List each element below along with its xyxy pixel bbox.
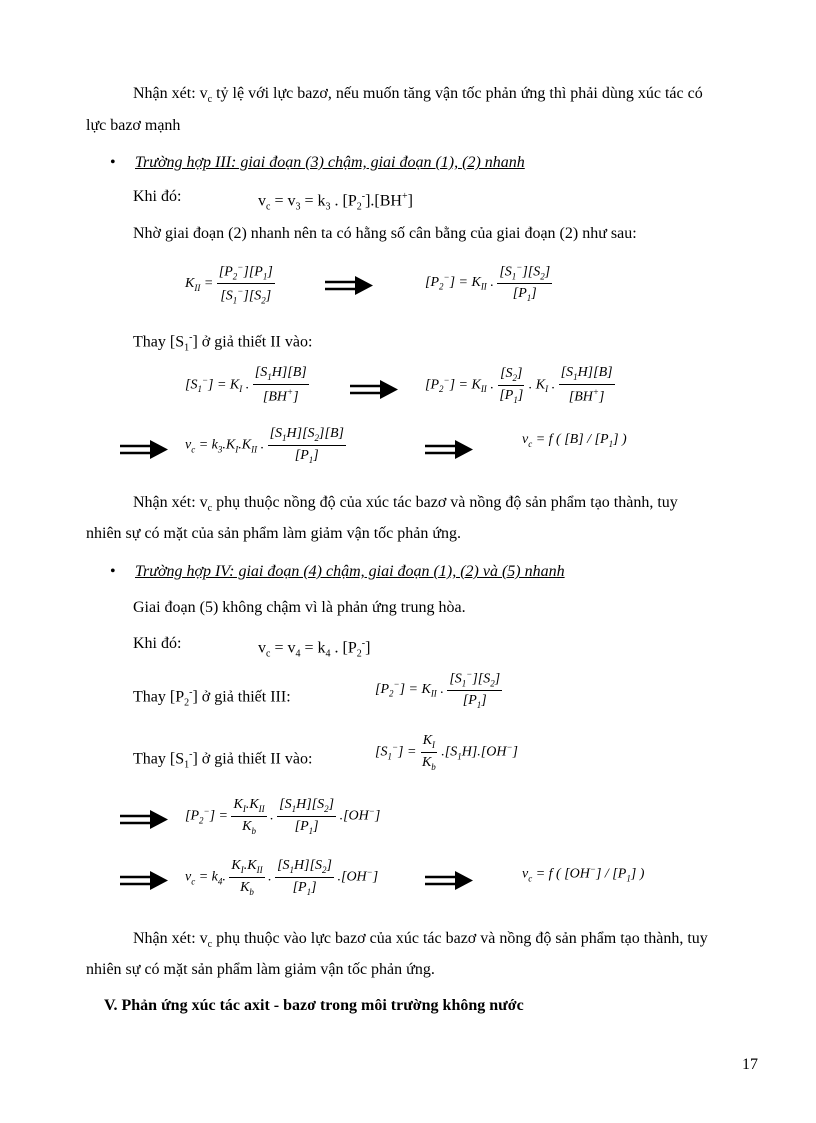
page-number: 17 bbox=[742, 1056, 758, 1073]
equation-s1-case4: $[S_1^-]$ = $\frac{K_I}{K_b}$ $.[S_1H].[OH^-]$ bbox=[375, 733, 518, 772]
bullet-icon: • bbox=[110, 563, 116, 580]
section-heading: V. Phản ứng xúc tác axit - bazơ trong môi trường không nước bbox=[104, 997, 524, 1014]
equation-s1: $[S_1^-] = K_I$ . $\frac{[S_1H][B]}{[BH^+]}$ bbox=[185, 365, 307, 405]
rate-equation: $v_c = v_4 = k_4$ . $[P_2^-]$ bbox=[258, 638, 371, 660]
when-label: Khi đó: bbox=[133, 635, 182, 652]
stage5-text: Giai đoạn (5) không chậm vì là phản ứng trung hòa. bbox=[133, 599, 466, 616]
equation-vc-func: $v_c = f$ ( $[B] / [P_1]$ ) bbox=[522, 432, 627, 449]
comment-text: Nhận xét: $v_c$ phụ thuộc vào lực bazơ của xúc tác bazơ và nồng độ sản phẩm tạo thành, tuy bbox=[133, 930, 708, 951]
arrow-icon bbox=[350, 380, 400, 400]
arrow-icon bbox=[425, 871, 475, 891]
equilibrium-text: Nhờ giai đoạn (2) nhanh nên ta có hằng số cân bằng của giai đoạn (2) như sau: bbox=[133, 225, 637, 242]
equation-kii: $K_{II}$ = $\frac{[P_2^-][P_1]}{[S_1^-][S_2]}$ bbox=[185, 262, 273, 306]
rate-equation: $v_c = v_3 = k_3$ . $[P_2^-].[BH^+]$ bbox=[258, 191, 413, 213]
equation-vc-func-case4: $v_c = f$ ( $[OH^-] / [P_1]$ ) bbox=[522, 864, 645, 884]
bullet-icon: • bbox=[110, 154, 116, 171]
arrow-icon bbox=[120, 810, 170, 830]
arrow-icon bbox=[120, 871, 170, 891]
substitute-text: Thay $[S_1^-]$ ở giả thiết II vào: bbox=[133, 332, 313, 354]
equation-p2-case4: $[P_2^-] = K_{II}$ . $\frac{[S_1^-][S_2]}{[P_1]}$ bbox=[375, 669, 501, 711]
equation-vc-case4: $v_c = k_4$. $\frac{K_I.K_{II}}{K_b}$ . $\frac{[S_1H][S_2]}{[P_1]}$ .[OH−] bbox=[185, 858, 379, 897]
equation-p2-sub: $[P_2^-] = K_{II}$ . $\frac{[S_2]}{[P_1]}$ . $K_I$ . $\frac{[S_1H][B]}{[BH^+]}$ bbox=[425, 365, 613, 405]
comment-text: Nhận xét: $v_c$ phụ thuộc nồng độ của xúc tác bazơ và nồng độ sản phẩm tạo thành, tuy bbox=[133, 494, 678, 515]
equation-vc: $v_c = k_3.K_I.K_{II}$ . $\frac{[S_1H][S_2][B]}{[P_1]}$ bbox=[185, 426, 344, 465]
arrow-icon bbox=[425, 440, 475, 460]
comment-text-cont: nhiên sự có mặt sản phẩm làm giảm vận tốc phản ứng. bbox=[86, 961, 435, 978]
case3-title: Trường hợp III: giai đoạn (3) chậm, giai đoạn (1), (2) nhanh bbox=[135, 154, 525, 171]
comment-text: Nhận xét: $v_c$ tỷ lệ với lực bazơ, nếu muốn tăng vận tốc phản ứng thì phải dùng xúc tác có bbox=[133, 85, 703, 106]
substitute-s1-text: Thay $[S_1^-]$ ở giả thiết II vào: bbox=[133, 749, 313, 771]
when-label: Khi đó: bbox=[133, 188, 182, 205]
equation-p2: $[P_2^-] = K_{II}$ . $\frac{[S_1^-][S_2]}{[P_1]}$ bbox=[425, 262, 551, 304]
case4-title: Trường hợp IV: giai đoạn (4) chậm, giai đoạn (1), (2) và (5) nhanh bbox=[135, 563, 565, 580]
comment-text-cont: nhiên sự có mặt của sản phẩm làm giảm vận tốc phản ứng. bbox=[86, 525, 462, 542]
substitute-p2-text: Thay $[P_2^-]$ ở giả thiết III: bbox=[133, 687, 291, 709]
arrow-icon bbox=[120, 440, 170, 460]
equation-p2-final: $[P_2^-]$ = $\frac{K_I.K_{II}}{K_b}$ . $\frac{[S_1H][S_2]}{[P_1]}$ .[OH−] bbox=[185, 797, 381, 836]
arrow-icon bbox=[325, 276, 375, 296]
comment-text-cont: lực bazơ mạnh bbox=[86, 117, 181, 134]
